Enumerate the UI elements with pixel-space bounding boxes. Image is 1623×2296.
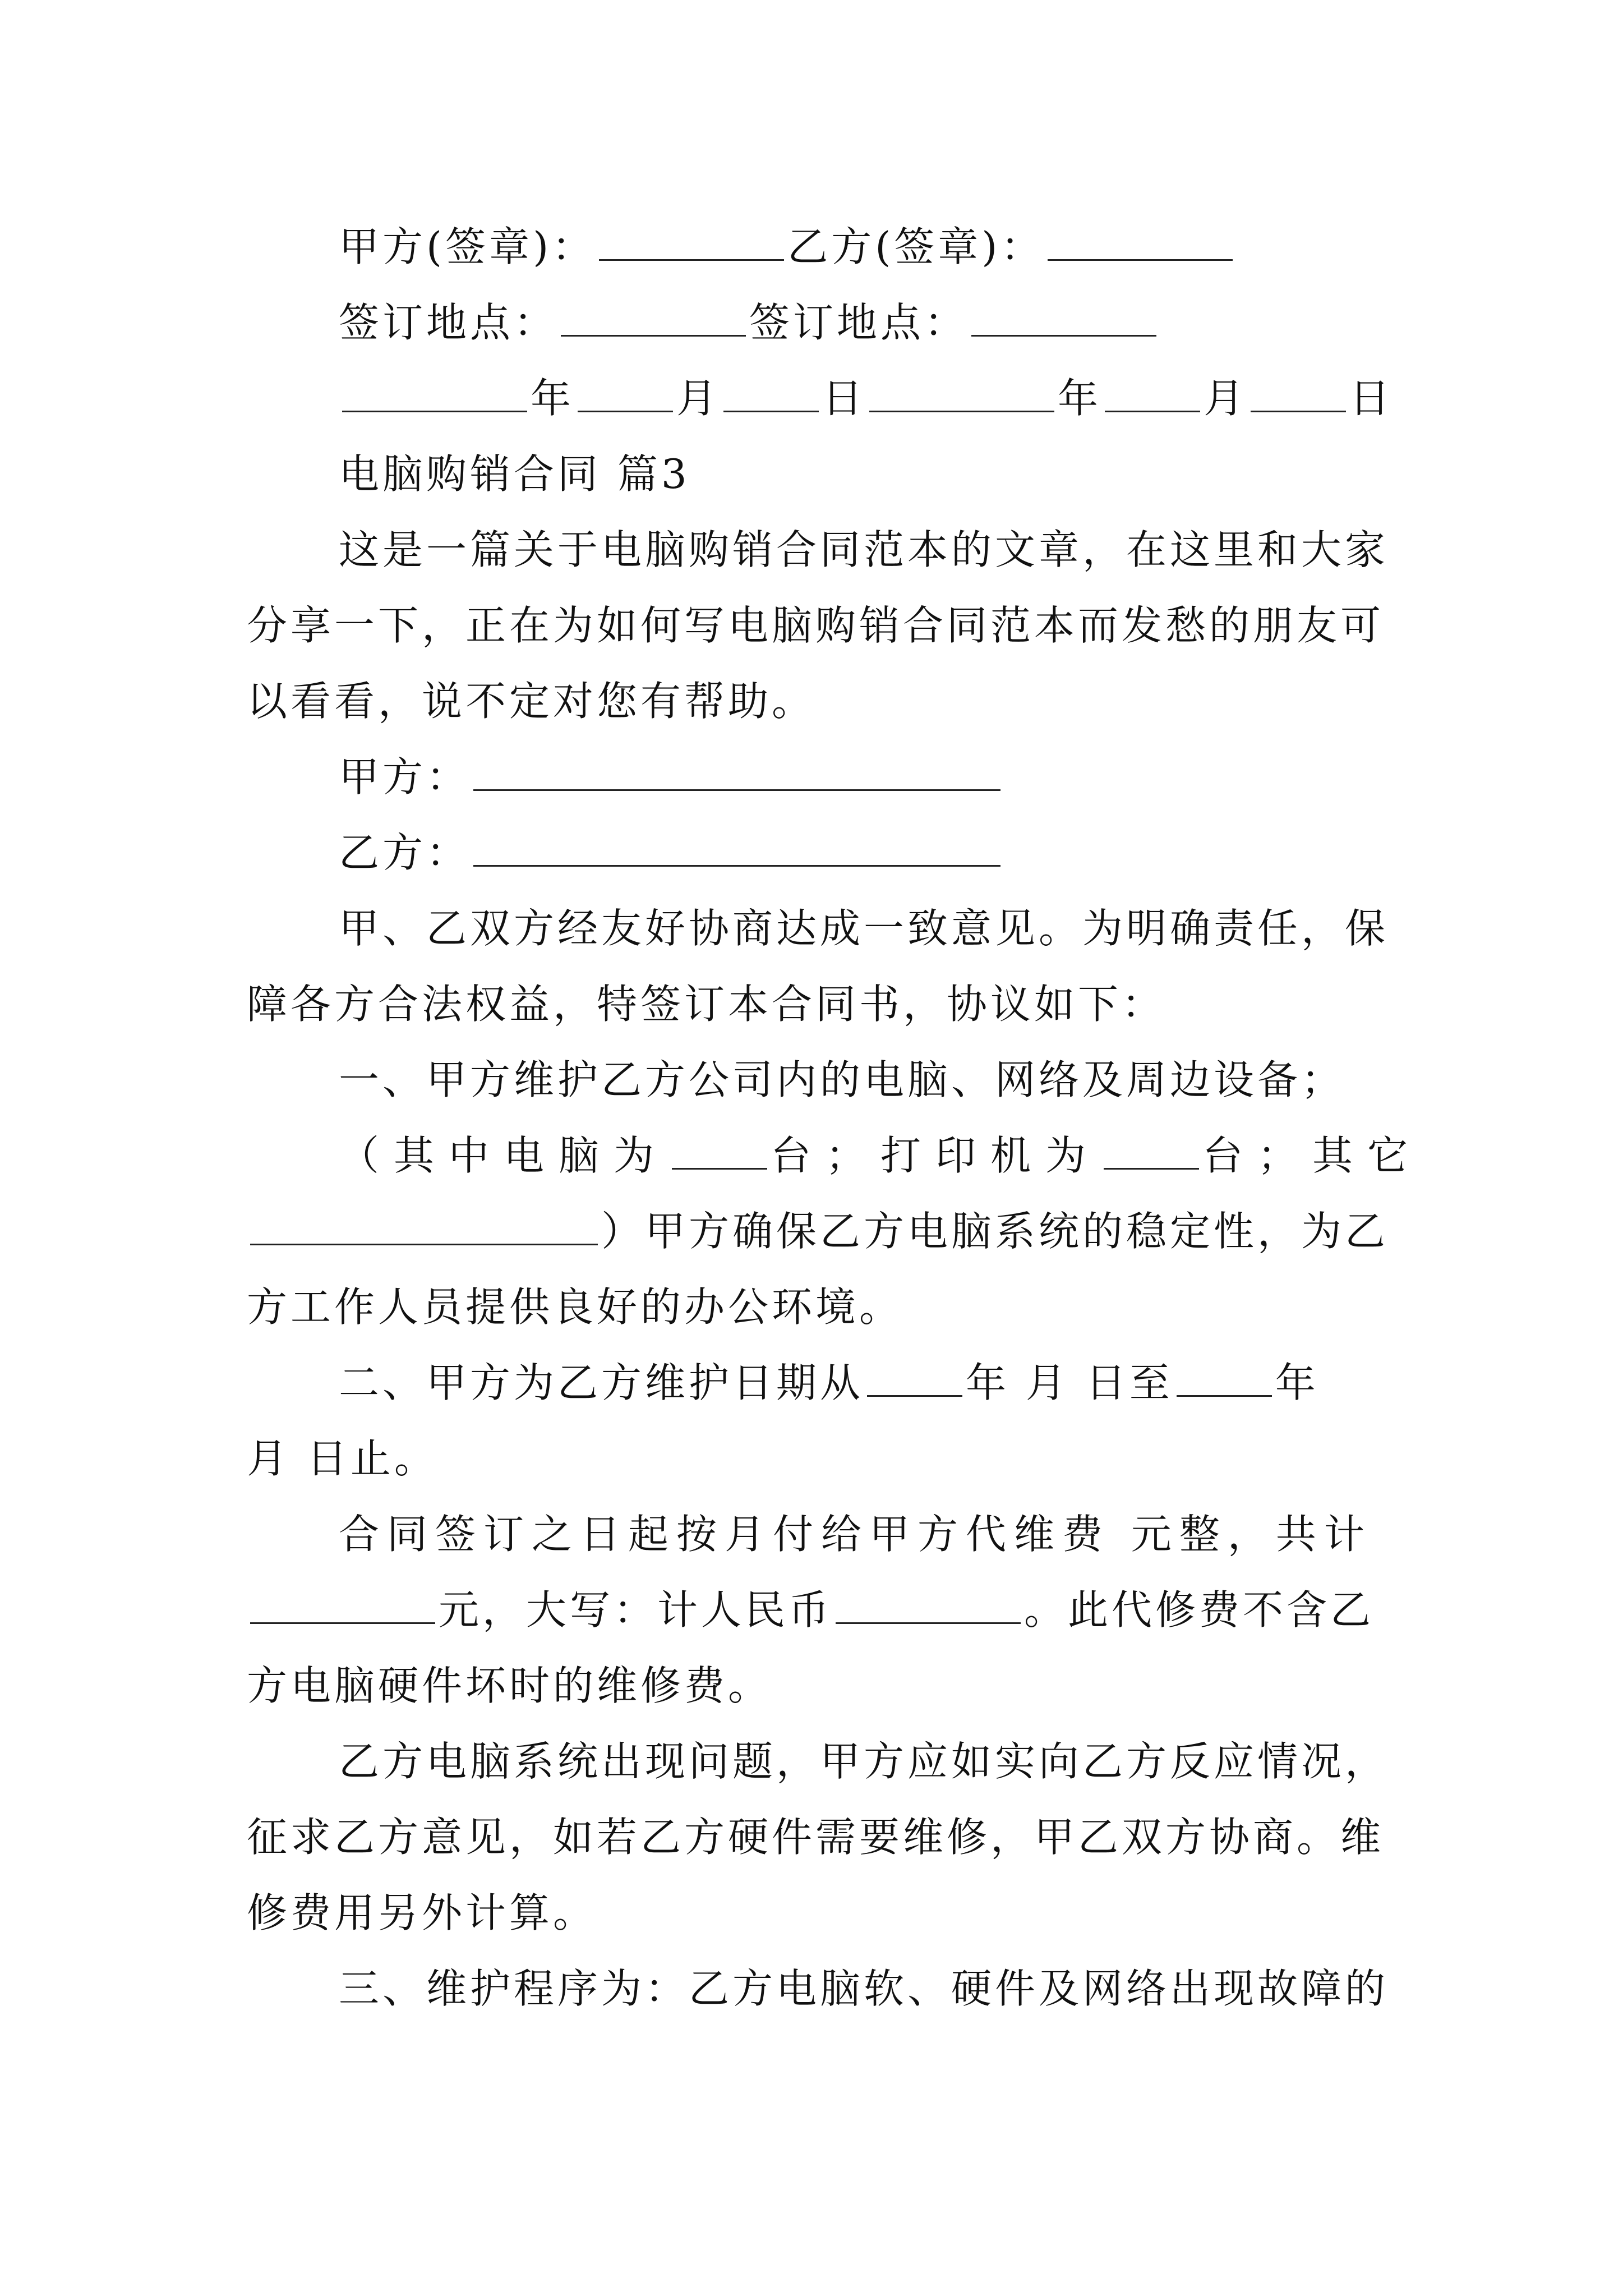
day-b-label: 日 bbox=[1349, 375, 1394, 422]
problem-line-1: 乙方电脑系统出现问题，甲方应如实向乙方反应情况， bbox=[339, 1738, 1389, 1785]
place-b-blank bbox=[971, 295, 1156, 337]
end-year-blank bbox=[1177, 1355, 1272, 1397]
computer-count-blank bbox=[672, 1128, 767, 1170]
date-line bbox=[339, 370, 1472, 426]
month-b-label: 月 bbox=[1204, 375, 1248, 422]
year-a-blank bbox=[342, 370, 527, 412]
clause-1-text-a: （其中电脑为 bbox=[339, 1132, 669, 1179]
clause-1-text-l2: ）甲方确保乙方电脑系统的稳定性，为乙 bbox=[601, 1208, 1389, 1255]
payment-text-a: 元，大写：计人民币 bbox=[439, 1586, 833, 1634]
month-a-blank bbox=[578, 370, 673, 412]
clause-1-title: 一、甲方维护乙方公司内的电脑、网络及周边设备； bbox=[339, 1056, 1345, 1103]
year-b-label: 年 bbox=[1058, 375, 1102, 422]
clause-2-text-c: 年 bbox=[1275, 1359, 1319, 1406]
clause-2-line-1 bbox=[339, 1355, 1380, 1411]
problem-line-3: 修费用另外计算。 bbox=[247, 1889, 597, 1936]
agreement-line-2: 障各方合法权益，特签订本合同书，协议如下： bbox=[247, 981, 1166, 1028]
payment-text-b: 。此代修费不含乙 bbox=[1024, 1586, 1375, 1634]
day-b-blank bbox=[1251, 370, 1346, 412]
intro-line-3: 以看看，说不定对您有帮助。 bbox=[247, 678, 816, 725]
clause-2-line-2: 月 日止。 bbox=[247, 1435, 438, 1482]
clause-1-line-3: 方工作人员提供良好的办公环境。 bbox=[247, 1283, 903, 1331]
month-a-label: 月 bbox=[676, 375, 721, 422]
signing-place-line bbox=[339, 295, 1472, 351]
party-a-sign-blank bbox=[599, 219, 784, 261]
place-a-label: 签订地点： bbox=[339, 299, 558, 346]
clause-2-text-b: 年 月 日至 bbox=[966, 1359, 1173, 1406]
place-b-label: 签订地点： bbox=[749, 299, 969, 346]
start-year-blank bbox=[867, 1355, 962, 1397]
party-a-sign-label: 甲方(签章)： bbox=[339, 223, 596, 270]
printer-count-blank bbox=[1104, 1128, 1199, 1170]
payment-line-3: 方电脑硬件坏时的维修费。 bbox=[247, 1662, 772, 1709]
party-b-sign-blank bbox=[1048, 219, 1233, 261]
clause-1-text-b: 台；打印机为 bbox=[771, 1132, 1101, 1179]
clause-2-text-a: 二、甲方为乙方维护日期从 bbox=[339, 1359, 864, 1406]
problem-line-2: 征求乙方意见，如若乙方硬件需要维修，甲乙双方协商。维 bbox=[247, 1814, 1385, 1861]
clause-3-line-1: 三、维护程序为：乙方电脑软、硬件及网络出现故障的 bbox=[339, 1965, 1389, 2012]
clause-1-line-2 bbox=[247, 1203, 1389, 1259]
party-b-label: 乙方： bbox=[339, 829, 471, 876]
party-a-label: 甲方： bbox=[339, 753, 471, 800]
section-title: 电脑购销合同 篇3 bbox=[339, 450, 690, 498]
party-a-blank bbox=[473, 749, 1000, 791]
intro-line-1: 这是一篇关于电脑购销合同范本的文章，在这里和大家 bbox=[339, 526, 1389, 573]
agreement-line-1: 甲、乙双方经友好协商达成一致意见。为明确责任，保 bbox=[339, 905, 1389, 952]
signature-line bbox=[339, 219, 1472, 275]
party-b-line bbox=[339, 825, 1472, 881]
other-devices-blank bbox=[250, 1203, 598, 1245]
place-a-blank bbox=[561, 295, 746, 337]
intro-line-2: 分享一下，正在为如何写电脑购销合同范本而发愁的朋友可 bbox=[247, 602, 1385, 649]
day-a-label: 日 bbox=[822, 375, 866, 422]
payment-line-1: 合同签订之日起按月付给甲方代维费 元整，共计 bbox=[339, 1511, 1372, 1558]
year-a-label: 年 bbox=[531, 375, 575, 422]
month-b-blank bbox=[1105, 370, 1200, 412]
year-b-blank bbox=[869, 370, 1054, 412]
payment-line-2 bbox=[247, 1582, 1380, 1638]
clause-1-text-c: 台；其它 bbox=[1202, 1132, 1423, 1179]
clause-1-line-1 bbox=[339, 1128, 1423, 1184]
party-a-line bbox=[339, 749, 1472, 805]
total-amount-blank bbox=[250, 1582, 435, 1624]
day-a-blank bbox=[723, 370, 819, 412]
amount-in-words-blank bbox=[836, 1582, 1021, 1624]
party-b-sign-label: 乙方(签章)： bbox=[787, 223, 1045, 270]
party-b-blank bbox=[473, 825, 1000, 867]
